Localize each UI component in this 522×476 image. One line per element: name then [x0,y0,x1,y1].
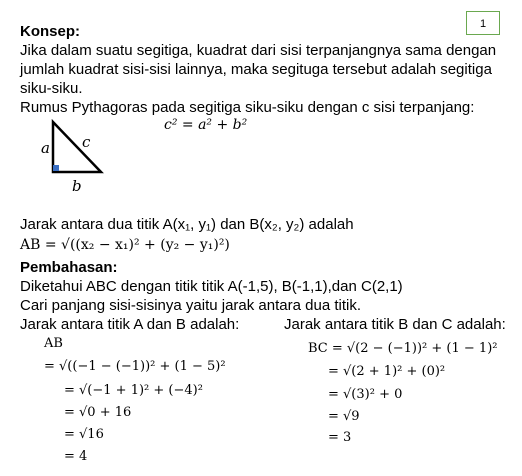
bc-title: Jarak antara titik B dan C adalah: [284,316,506,333]
pembahasan-heading: Pembahasan: [20,259,118,276]
triangle-label-c: c [82,133,91,151]
konsep-line-4: Rumus Pythagoras pada segitiga siku-siku dengan c sisi terpanjang: [20,99,475,116]
page-number: 1 [479,18,487,30]
right-angle-marker [53,165,59,171]
konsep-line-1: Jika dalam suatu segitiga, kuadrat dari sisi terpanjangnya sama dengan [20,42,497,59]
bc-step-5: = 3 [328,430,352,445]
pythagoras-formula: c² = a² + b² [164,117,248,133]
ab-label: AB [44,336,63,351]
ab-step-2: = √(−1 + 1)² + (−4)² [64,383,203,398]
triangle-label-a: a [41,139,50,157]
konsep-line-2: jumlah kuadrat sisi-sisi lainnya, maka segituga tersebut adalah segitiga [20,61,492,78]
konsep-heading: Konsep: [20,23,80,40]
bc-step-3: = √(3)² + 0 [328,387,403,402]
ab-title: Jarak antara titik A dan B adalah: [20,316,240,333]
ab-step-5: = 4 [64,449,88,464]
pembahasan-line-2: Cari panjang sisi-sisinya yaitu jarak antara dua titik. [20,297,361,314]
jarak-formula: AB = √((x₂ − x₁)² + (y₂ − y₁)²) [20,237,230,253]
ab-step-4: = √16 [64,427,104,442]
jarak-intro: Jarak antara dua titik A(x₁, y₁) dan B(x₂, y₂) adalah [20,216,354,233]
triangle-label-b: b [72,177,82,195]
ab-step-1: = √((−1 − (−1))² + (1 − 5)² [44,359,226,374]
pembahasan-line-1: Diketahui ABC dengan titik titik A(-1,5), B(-1,1),dan C(2,1) [20,278,403,295]
triangle-shape [53,122,101,172]
page-number-box [466,11,500,35]
bc-step-2: = √(2 + 1)² + (0)² [328,364,446,379]
ab-step-3: = √0 + 16 [64,405,132,420]
bc-step-1: BC = √(2 − (−1))² + (1 − 1)² [308,341,498,356]
konsep-line-3: siku-siku. [20,80,83,97]
bc-step-4: = √9 [328,409,360,424]
